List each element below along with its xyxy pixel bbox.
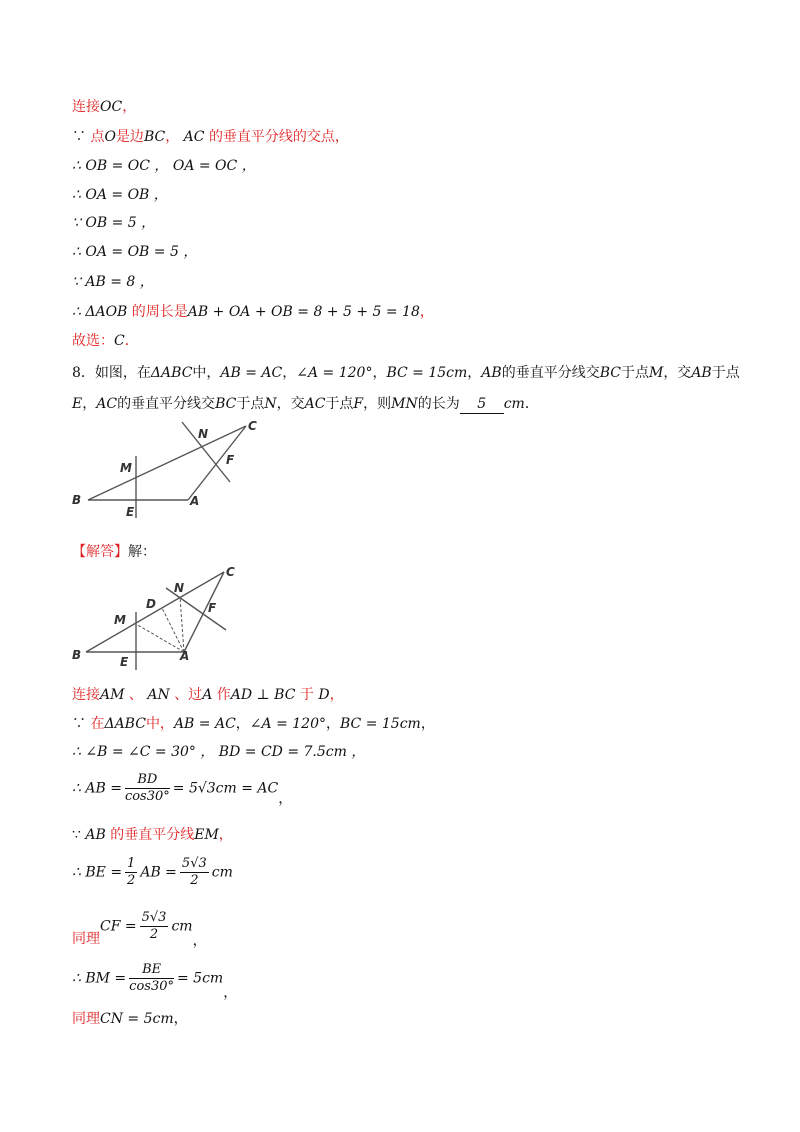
text: 同理	[72, 930, 100, 947]
text: 的长为	[417, 396, 460, 412]
text: 的周长是	[131, 304, 188, 320]
math: cm	[171, 918, 193, 935]
math: A	[202, 687, 213, 703]
text: ，交	[663, 365, 692, 381]
line-connect-oc	[72, 98, 136, 116]
text: ，	[326, 716, 340, 732]
text: 的垂直平分线	[110, 827, 195, 843]
text: 解：	[128, 544, 156, 560]
solution-line-9	[72, 1010, 188, 1028]
text: 点	[90, 129, 105, 145]
solution-line-3: ∴ ∠B = ∠C = 30° ， BD = CD = 7.5cm ，	[72, 744, 366, 760]
math: ∴ ΔAOB	[72, 304, 128, 320]
solution-line-5	[72, 826, 233, 844]
solution-line-6	[72, 856, 233, 889]
text: 于点	[236, 396, 265, 412]
text: 中，	[145, 716, 174, 732]
text: 作	[216, 687, 231, 703]
math: AD ⊥ BC	[230, 687, 296, 703]
numerator: 5√3	[181, 856, 207, 871]
math: cm	[211, 864, 233, 881]
label: C	[248, 419, 257, 433]
solution-line-4	[72, 772, 292, 805]
text: ，	[419, 304, 434, 320]
solution-line-2	[72, 715, 435, 733]
math: AB = AC	[220, 365, 283, 381]
label: D	[146, 597, 156, 611]
math: AM	[100, 687, 125, 703]
text: 、	[128, 687, 143, 703]
math: BC	[143, 129, 166, 145]
math: N	[264, 396, 277, 412]
line-ab-8: ∵ AB = 8 ，	[72, 274, 154, 290]
numerator: 5√3	[141, 910, 167, 925]
math: AC	[183, 129, 205, 145]
text: ，	[467, 365, 482, 381]
fraction	[125, 856, 137, 889]
text: 连接	[72, 687, 100, 703]
label: M	[114, 613, 126, 627]
label: B	[72, 648, 82, 662]
denominator: 2	[127, 873, 136, 888]
numerator: BE	[129, 962, 174, 979]
text: 的垂直平分线交	[117, 396, 216, 412]
math: ΔABC	[104, 716, 146, 732]
because-symbol: ∵	[72, 827, 86, 843]
label: C	[226, 565, 235, 579]
figure-question-8	[70, 418, 270, 522]
text: ，	[235, 716, 250, 732]
fraction	[180, 856, 209, 889]
label: N	[174, 581, 185, 595]
text: 于	[299, 687, 314, 703]
math: O	[104, 129, 116, 145]
line-answer	[72, 332, 139, 350]
text: 是边	[115, 129, 144, 145]
math: M	[648, 365, 664, 381]
text: 同理	[72, 1011, 100, 1027]
text: ，	[122, 99, 137, 115]
text: ，	[278, 790, 293, 807]
text: 中，	[192, 365, 221, 381]
math: CF =	[100, 918, 137, 935]
fraction	[125, 772, 170, 805]
because-symbol: ∵	[72, 129, 91, 145]
line-ob-oc: ∴ OB = OC ， OA = OC ，	[72, 158, 256, 174]
text: ．	[124, 333, 139, 349]
text: ，交	[276, 396, 305, 412]
text: 的垂直平分线交	[501, 365, 600, 381]
denominator: 2	[190, 873, 199, 888]
text: 故选：	[72, 333, 114, 349]
text: 于点	[325, 396, 354, 412]
math: AN	[147, 687, 170, 703]
line-o-intersection	[72, 128, 349, 146]
text: ，	[223, 984, 238, 1001]
text: ，	[420, 716, 435, 732]
label: E	[120, 655, 129, 669]
question-8-line1	[72, 364, 740, 382]
math: D	[318, 687, 330, 703]
segment-ac	[188, 426, 246, 500]
line-ob-5: ∵ OB = 5 ，	[72, 215, 156, 231]
figure-solution	[70, 562, 260, 672]
line-oa-ob: ∴ OA = OB ，	[72, 187, 168, 203]
text: ，	[173, 1011, 188, 1027]
denominator: 2	[149, 927, 159, 942]
math: AB	[481, 365, 502, 381]
segment-bc	[88, 426, 246, 500]
text: ．	[524, 396, 539, 412]
math: CN = 5cm	[100, 1011, 174, 1027]
text: ，则	[363, 396, 392, 412]
math: AC	[304, 396, 326, 412]
denominator: cos30°	[124, 789, 170, 804]
label: F	[226, 453, 235, 467]
text: 、过	[174, 687, 203, 703]
text: ，	[218, 827, 233, 843]
text: ，	[192, 932, 207, 949]
math: = 5cm	[177, 970, 224, 987]
label: B	[72, 493, 82, 507]
text: ，	[372, 365, 387, 381]
math: ∴ AB =	[72, 780, 122, 797]
math: AB =	[140, 864, 177, 881]
math: AC	[96, 396, 118, 412]
numerator: 1	[127, 856, 136, 871]
solution-line-7	[72, 910, 207, 949]
math: AB = AC	[173, 716, 236, 732]
math: BC	[215, 396, 237, 412]
text: 于点	[620, 365, 649, 381]
math: BC = 15cm	[386, 365, 468, 381]
solution-line-1	[72, 686, 344, 704]
fraction	[129, 962, 174, 995]
text: 连接	[72, 99, 100, 115]
text: ，	[82, 396, 97, 412]
segment-an	[180, 597, 184, 652]
text: 的垂直平分线的交点，	[208, 129, 349, 145]
text: ，	[329, 687, 344, 703]
math: BC = 15cm	[340, 716, 421, 732]
math: AB	[85, 827, 106, 843]
because-symbol: ∵	[72, 716, 91, 732]
math: EM	[194, 827, 219, 843]
solution-line-8	[72, 962, 238, 1001]
label: E	[126, 505, 135, 519]
math: AB	[691, 365, 712, 381]
text: 8．如图，在	[72, 365, 151, 381]
line-perimeter	[72, 303, 434, 321]
math: ΔABC	[150, 365, 193, 381]
question-8-line2	[72, 395, 539, 414]
math: cm	[503, 396, 525, 412]
math: F	[353, 396, 364, 412]
math: ∴ BE =	[72, 864, 123, 881]
math: OC	[100, 99, 123, 115]
math: ∠A = 120°	[296, 365, 373, 381]
text: 【解答】	[72, 544, 128, 560]
answer-blank: 5	[460, 395, 504, 414]
math: MN	[391, 396, 418, 412]
text: 在	[90, 716, 105, 732]
math: = 5√3cm = AC	[172, 780, 279, 797]
denominator: cos30°	[129, 979, 174, 994]
text: ，	[165, 129, 180, 145]
numerator: BD	[125, 772, 170, 789]
label: M	[120, 461, 132, 475]
text: 于点	[711, 365, 740, 381]
math: ∴ BM =	[72, 970, 127, 987]
text: ，	[282, 365, 297, 381]
math: C	[114, 333, 125, 349]
label: A	[190, 494, 200, 508]
math: AB + OA + OB = 8 + 5 + 5 = 18	[187, 304, 420, 320]
line-oa-ob-5: ∴ OA = OB = 5 ，	[72, 244, 198, 260]
math: E	[72, 396, 83, 412]
math: ∠A = 120°	[249, 716, 326, 732]
fraction	[140, 910, 169, 943]
label: F	[208, 601, 217, 615]
solution-heading	[72, 543, 156, 561]
label: N	[198, 427, 209, 441]
math: BC	[599, 365, 621, 381]
label: A	[180, 649, 190, 663]
